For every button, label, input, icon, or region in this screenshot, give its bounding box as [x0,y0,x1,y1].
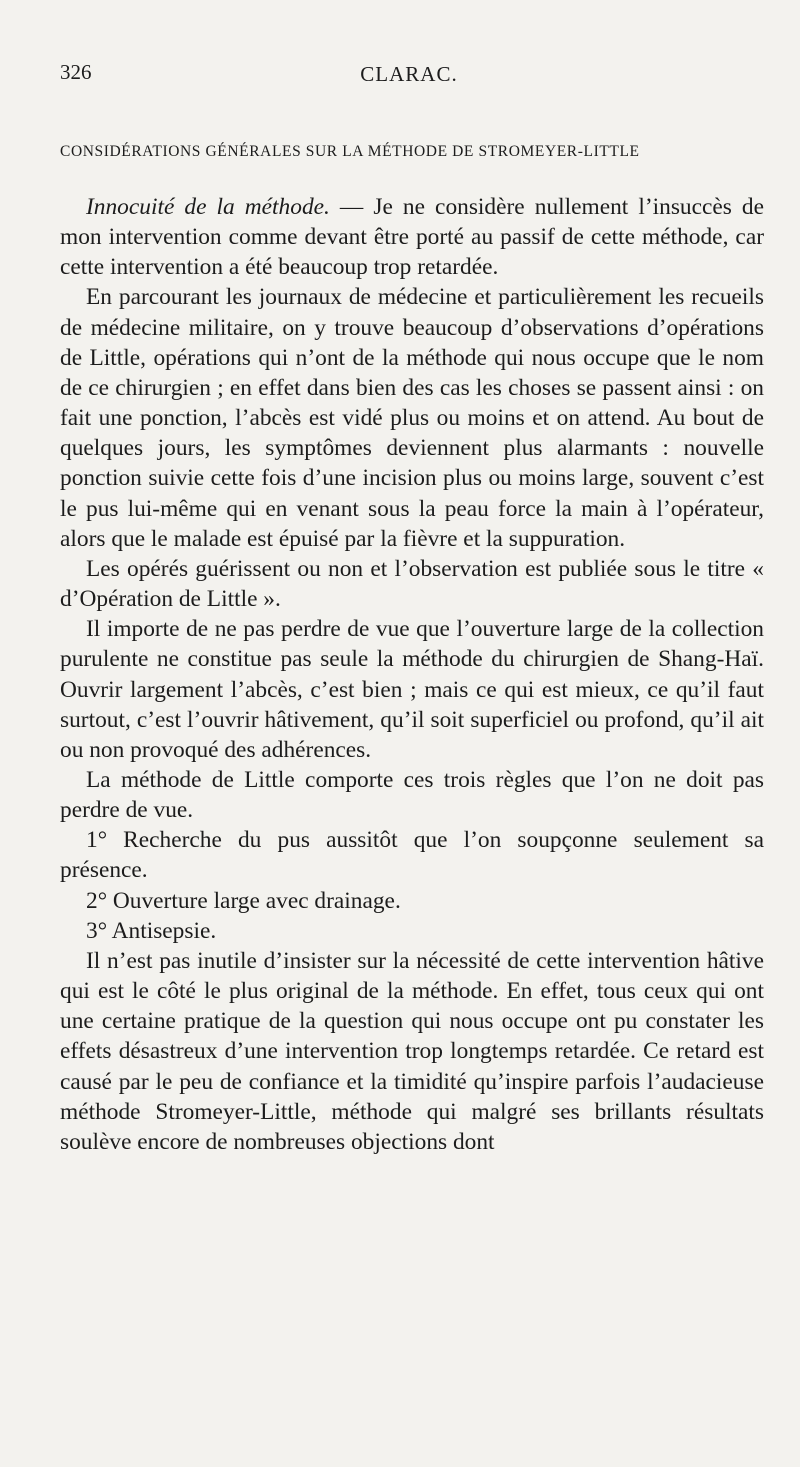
paragraph-text: — Je ne considère nullement l’insuccès de mon intervention comme devant être porté au passif de cette méthode, car cette intervention a été beaucoup trop retardée. [60,194,765,281]
list-item: 1° Recherche du pus aussitôt que l’on soupçonne seulement sa présence. [60,827,764,884]
list-item: 2° Ouverture large avec drainage. [86,887,401,914]
paragraph: Il n’est pas inutile d’insister sur la nécessité de cette intervention hâtive qui est le côté le plus original de la méthode. En effet, tous ceux qui ont une certaine pratique de la question qui nous occupe ont pu constater les effets désastreux d’une intervention trop longtemps retardée. Ce retard est causé par le peu de confiance et la timidité qu’inspire parfois l’audacieuse méthode Stromeyer-Little, méthode qui malgré ses brillants résultats soulève encore de nombreuses objections dont [60,947,764,1155]
paragraph: La méthode de Little comporte ces trois règles que l’on ne doit pas perdre de vue. [60,766,764,824]
list-item: 3° Antisepsie. [86,917,217,944]
running-title: CLARAC. [360,62,458,86]
page-number: 326 [60,60,92,84]
paragraph: En parcourant les journaux de médecine et particulièrement les recueils de médecine militaire, on y trouve beaucoup d’observations d’opérations de Little, opérations qui n’ont de la méthode qui nous occupe que le nom de ce chirurgien ; en effet dans bien des cas les choses se passent ainsi : on fait une ponction, l’abcès est vidé plus ou moins et on attend. Au bout de quelques jours, les symptômes deviennent plus alarmants : nouvelle ponction suivie cette fois d’une incision plus ou moins large, souvent c’est le pus lui-même qui en venant sous la peau force la main à l’opérateur, alors que le malade est épuisé par la fièvre et la suppuration. [60,284,764,552]
section-heading: CONSIDÉRATIONS GÉNÉRALES SUR LA MÉTHODE DE STROMEYER-LITTLE [60,143,640,160]
paragraph: Les opérés guérissent ou non et l’observation est publiée sous le titre « d’Opération de Little ». [60,555,764,613]
paragraph [60,192,764,282]
paragraph-lead: Innocuité de la méthode. [86,194,330,220]
paragraph: Il importe de ne pas perdre de vue que l’ouverture large de la collection purulente ne constitue pas seule la méthode du chirurgien de Shang-Haï. Ouvrir largement l’abcès, c’est bien ; mais ce qui est mieux, ce qu’il faut surtout, c’est l’ouvrir hâtivement, qu’il soit superficiel ou profond, qu’il ait ou non provoqué des adhérences. [60,616,764,763]
body-text [60,192,764,1157]
